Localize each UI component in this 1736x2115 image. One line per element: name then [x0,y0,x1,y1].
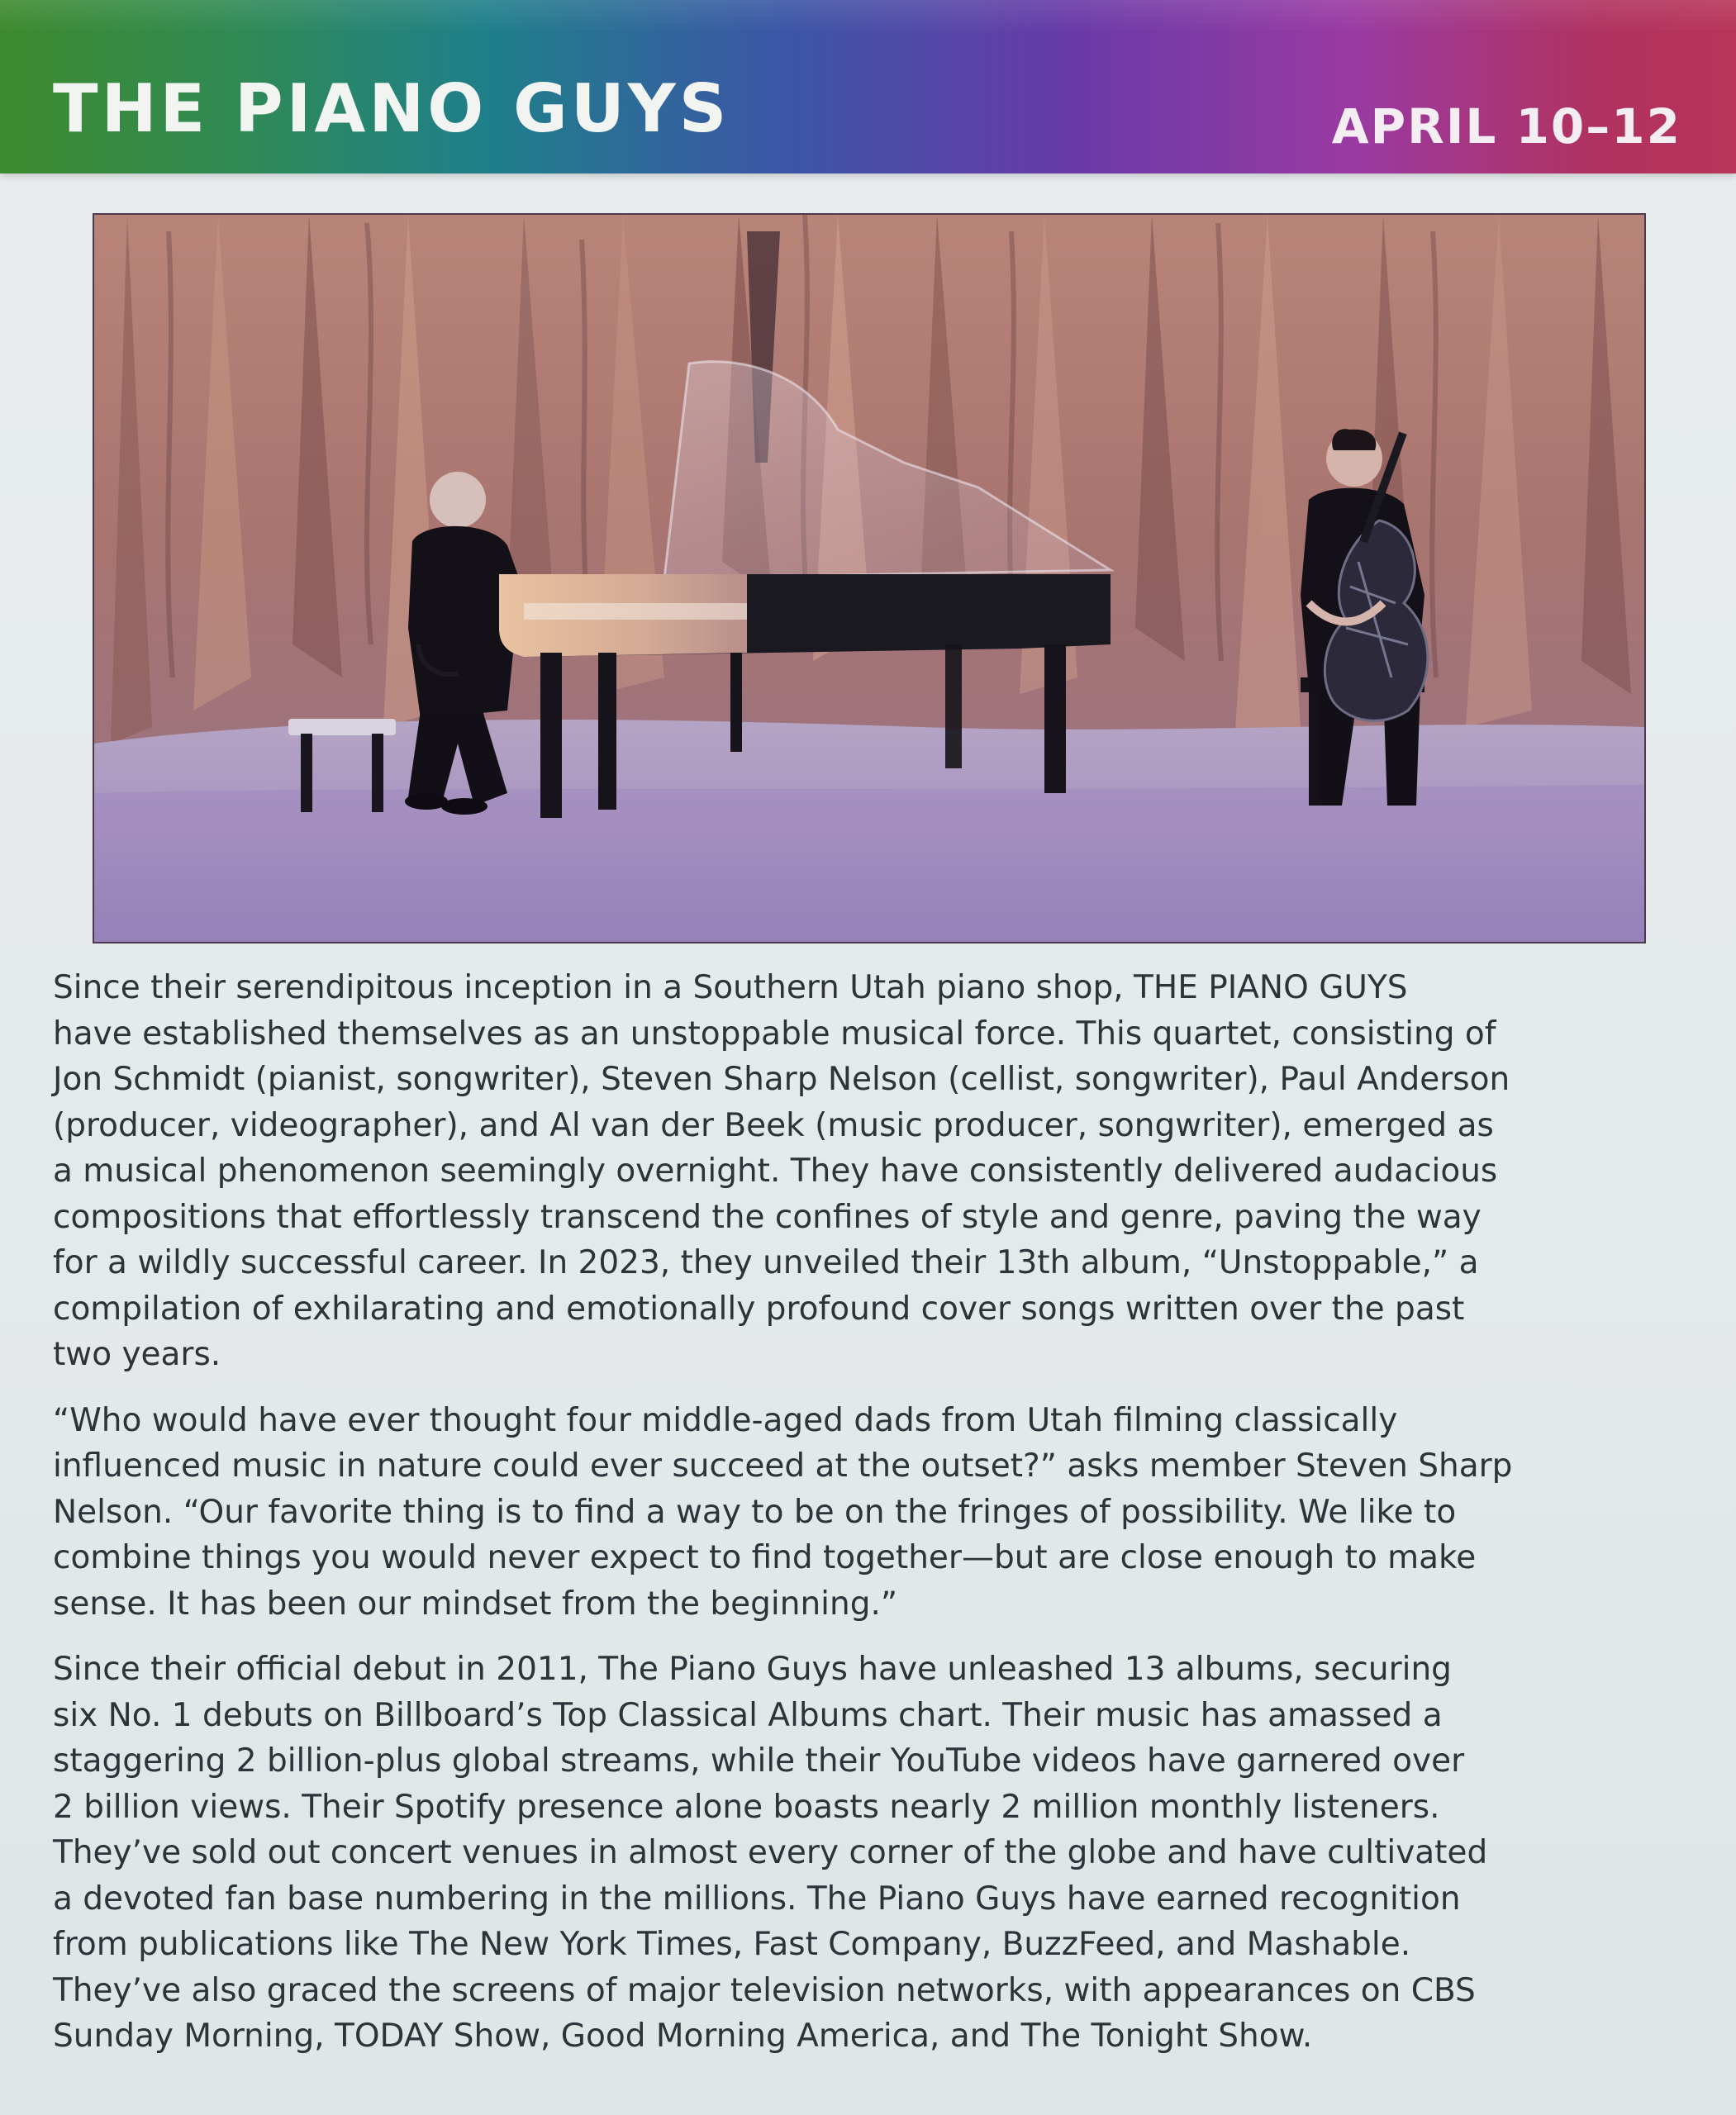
article-paragraph-3 [53,1647,1681,2060]
article-body [53,965,1681,2079]
text-line: sense. It has been our mindset from the beginning.” [53,1585,898,1623]
text-line: They’ve also graced the screens of major television networks, with appearances on CBS [53,1971,1476,2009]
text-line: six No. 1 debuts on Billboard’s Top Classical Albums chart. Their music has amassed a [53,1696,1443,1734]
article-paragraph-2 [53,1398,1681,1628]
text-line: from publications like The New York Times, Fast Company, BuzzFeed, and Mashable. [53,1926,1411,1963]
text-line: combine things you would never expect to find together—but are close enough to make [53,1539,1477,1576]
text-line: compositions that effortlessly transcend the confines of style and genre, paving the way [53,1198,1482,1236]
text-line: a musical phenomenon seemingly overnight. They have consistently delivered audacious [53,1153,1498,1190]
text-line: Since their official debut in 2011, The Piano Guys have unleashed 13 albums, securing [53,1651,1452,1688]
text-line: staggering 2 billion-plus global streams, while their YouTube videos have garnered over [53,1742,1465,1780]
text-line: 2 billion views. Their Spotify presence alone boasts nearly 2 million monthly listeners. [53,1788,1440,1826]
event-date: APRIL 10–12 [1331,98,1681,154]
text-line: have established themselves as an unstoppable musical force. This quartet, consisting of [53,1015,1496,1053]
text-line: for a wildly successful career. In 2023, they unveiled their 13th album, “Unstoppable,” a [53,1244,1479,1281]
text-line: They’ve sold out concert venues in almost every corner of the globe and have cultivated [53,1834,1488,1871]
text-line: Since their serendipitous inception in a Southern Utah piano shop, THE PIANO GUYS [53,969,1408,1006]
text-line: compilation of exhilarating and emotionally profound cover songs written over the past [53,1290,1465,1328]
text-line: (producer, videographer), and Al van der Beek (music producer, songwriter), emerged as [53,1106,1494,1144]
text-line: Jon Schmidt (pianist, songwriter), Steven Sharp Nelson (cellist, songwriter), Paul Anderson [53,1061,1510,1098]
performers-photo [93,213,1646,943]
text-line: influenced music in nature could ever succeed at the outset?” asks member Steven Sharp [53,1447,1513,1485]
text-line: two years. [53,1336,221,1373]
article-paragraph-1 [53,965,1681,1378]
text-line: Sunday Morning, TODAY Show, Good Morning America, and The Tonight Show. [53,2018,1313,2055]
text-line: a devoted fan base numbering in the millions. The Piano Guys have earned recognition [53,1880,1461,1918]
page-title: THE PIANO GUYS [53,70,730,147]
text-line: “Who would have ever thought four middle-aged dads from Utah filming classically [53,1401,1398,1439]
header-band [0,0,1736,173]
text-line: Nelson. “Our favorite thing is to find a way to be on the fringes of possibility. We like to [53,1493,1457,1531]
